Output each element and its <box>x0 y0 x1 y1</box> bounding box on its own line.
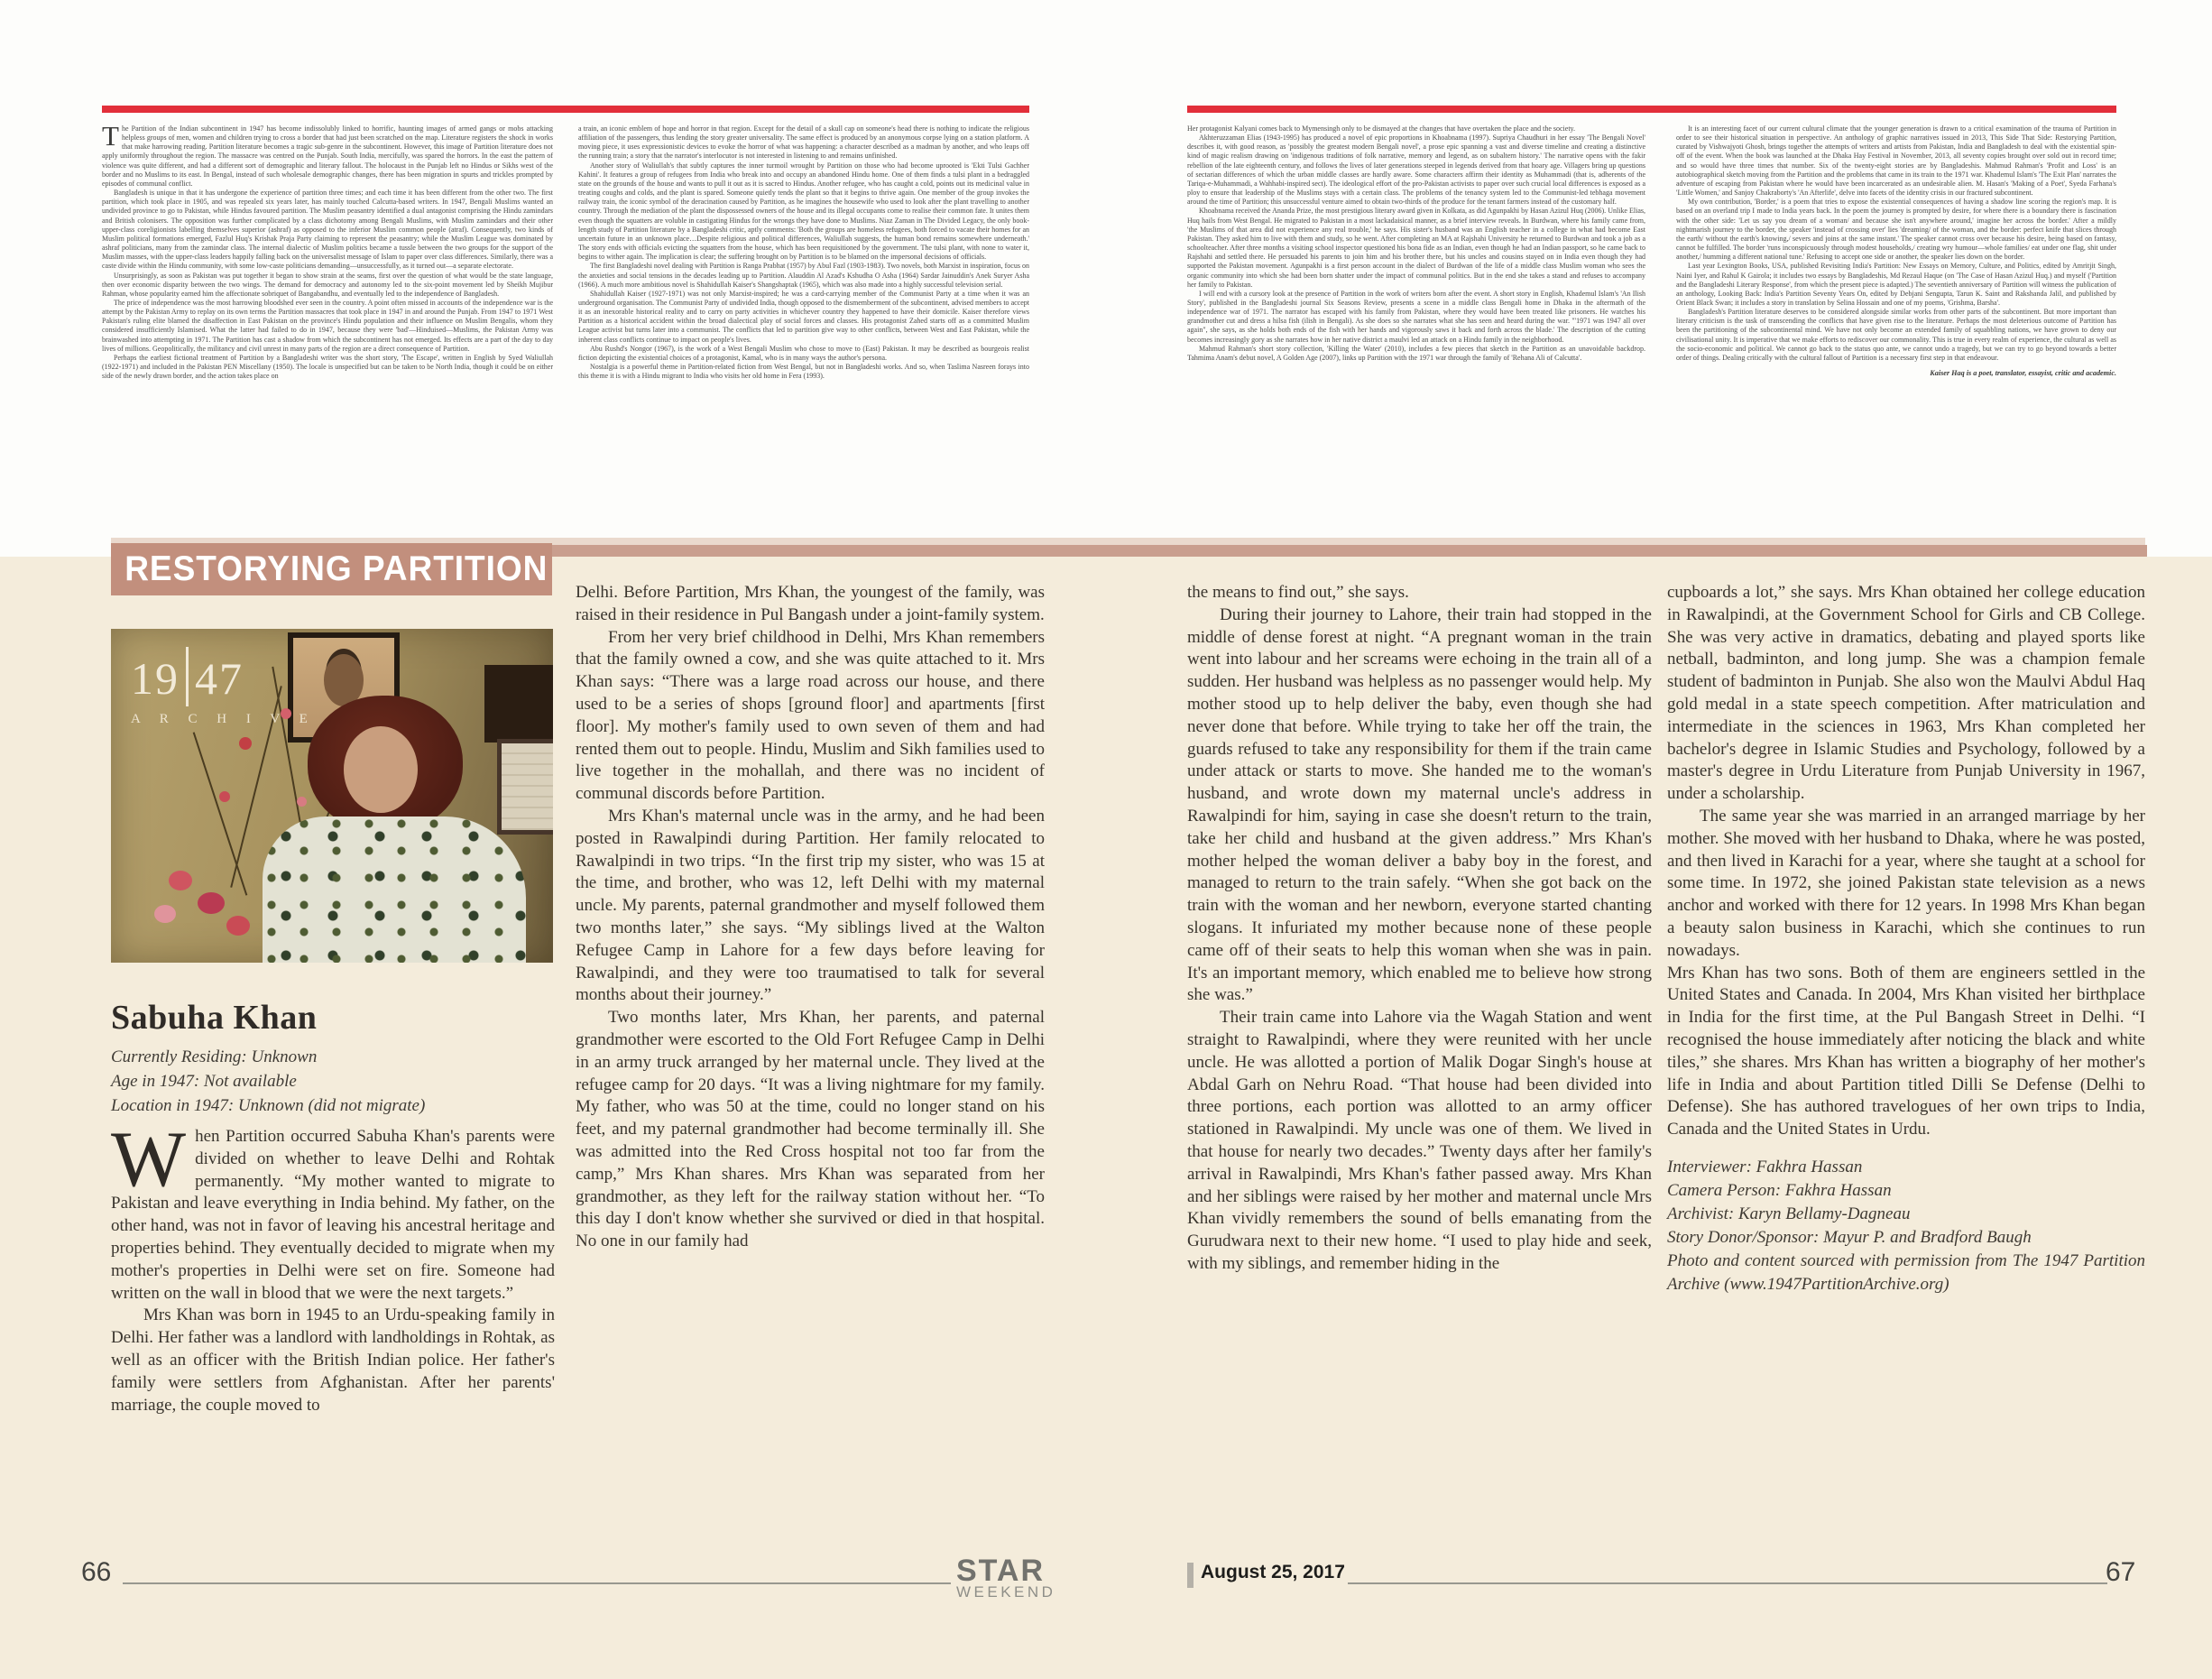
feature-column-1 <box>111 1116 555 1416</box>
essay-column-b <box>578 125 1029 381</box>
feature-column-4 <box>1667 582 2145 1296</box>
page-number-left: 66 <box>81 1557 112 1587</box>
paragraph: I will end with a cursory look at the presence of Partition in the work of writers born after the event. A short story in English, Khademul Islam's 'An Ilish Story', published in the Bangladeshi journal Six Seasons Review, presents a scene in a middle class Bengali home in Dhaka in the aftermath of the independence war of 1971. The narrator has escaped with his family from Pakistan, where they would have been treated like prisoners. He watches his grandmother cut and dress a hilsa fish (ilish in Bengali). As she does so she narrates what she has seen and heard during the war. '"1971 was 1947 all over again", she says, as she holds both ends of the fish with her hands and vigorously saws it back and forth across the blade.' The description of the cutting becomes increasingly gory as she narrates how in her native district a maulvi led an attack on a Hindu family in the neighborhood. <box>1187 289 1645 344</box>
stamp-archive-label: A R C H I V E <box>131 712 316 726</box>
issue-date: August 25, 2017 <box>1201 1562 1345 1582</box>
paragraph: Another story of Waliullah's that subtly captures the inner turmoil wrought by Partition on those who had become uprooted is 'Ekti Tulsi Gachher Kahini'. It features a group of refugees from India who break into and occupy an abandoned Hindu home. One of them finds a tulsi plant in a bedraggled state on the grounds of the house and wants to pull it out as it is sacred to Hindus. Another refugee, who has caught a cold, points out its medicinal value in treating coughs and colds, and the plant is spared. Someone quietly tends the plant so that it begins to thrive again. One member of the group invokes the railway train, the iconic symbol of the deracination caused by Partition, as he imagines the housewife who used to look after the plant travelling to another country. Through the mediation of the plant the dispossessed owners of the house and its illegal occupants come to realise their common fate. It unites them even though the squatters are voluble in castigating Hindus for the wrongs they have done to Muslims. Niaz Zaman in The Divided Legacy, the only book-length study of Partition literature by a Bangladeshi critic, aptly comments: 'Both the groups are homeless refugees, both forced to vacate their homes for an uncertain future in an unknown place…Despite religious and political differences, Waliullah suggests, the human bond remains somewhere underneath.' The story ends with officials evicting the squatters from the house, which has been requisitioned by the government. The tulsi plant, with none to water it, begins to wither again. The implication is clear; the suffering brought on by Partition is to be blamed on the impersonal decisions of officials. <box>578 161 1029 262</box>
paragraph: When Partition occurred Sabuha Khan's parents were divided on whether to leave Delhi and Rohtak permanently. “My mother wanted to migrate to Pakistan and leave everything in India behind. My father, on the other hand, was not in favor of leaving his ancestral heritage and properties behind. They eventually decided to migrate when my mother's properties in Delhi were set on fire. Someone had written on the wall in blood that we were the next targets.” <box>111 1116 555 1303</box>
date-tick-decor <box>1187 1563 1194 1588</box>
feature-column-4-text <box>1667 582 2145 1141</box>
paragraph: My own contribution, 'Border,' is a poem that tries to expose the existential consequences of having a shadow line scoring the region's map. It is based on an overland trip I made to India years back. In the poem the journey is prompted by desire, for where there is a boundary there is fascination with the other side: 'Let us say you dream of a woman/ and because she isn't anywhere around,' imagine her across the border.' After a mildly nightmarish journey to the border, the speaker 'instead of crossing over' lies 'dreaming/ of the woman, and the border: perfect knife that slices through the earth/ without the earth's knowing,/ severs and joins at the same instant.' The speaker cannot cross over because his desire, being based on fantasy, cannot be fulfilled. The border 'runs inconspicuously through modest households,/ creating wry humour—whole families/ eat under one flag, shit under another,/ humming a different national tune.' Refusing to accept one side or another, the speaker lies down on the border. <box>1676 198 2116 262</box>
paragraph: It is an interesting facet of our current cultural climate that the younger generation is drawn to a critical examination of the trauma of Partition in order to see their historical situation in perspective. An anthology of graphic narratives issued in 2013, This Side That Side: Restorying Partition, curated by Vishwajyoti Ghosh, brings together the attempts of writers and artists from Pakistan, India and Bangladesh to deal with the existential spin-off of the event. When the book was launched at the Dhaka Hay Festival in November, 2013, all seventy copies brought over sold out in record time; and so would have three times that number. Six of the twenty-eight stories are by Bangladeshis. Mahmud Rahman's 'Profit and Loss' is an autobiographical sketch moving from the Partition and the problems that came in its train to the 1971 war. Khademul Islam's 'The Exit Plan' narrates the adventure of escaping from Pakistan where he would have been incarcerated as an undesirable alien. M. Hasan's 'Making of a Poet', Syeda Farhana's 'Little Women,' and Sanjoy Chakraborty's 'An Afterlife', delve into facets of the identity crisis in our fractured subcontinent. <box>1676 125 2116 198</box>
paragraph: The first Bangladeshi novel dealing with Partition is Ranga Prabhat (1957) by Abul Fazl (1903-1983). Two novels, both Marxist in inspiration, focus on the anxieties and social tensions in the decades leading up to Partition. Alauddin Al Azad's Kshudha O Asha (1964) Sardar Jainuddin's Anek Suryer Asha (1966). A much more ambitious novel is Shahidullah Kaiser's Shangshaptak (1965), which was also made into a highly successful television serial. <box>578 262 1029 289</box>
feature-column-2 <box>576 582 1045 1253</box>
photo-sabuha-khan <box>111 629 553 963</box>
profile-age: Age in 1947: Not available <box>111 1072 297 1091</box>
section-banner-title: RESTORYING PARTITION <box>124 549 548 588</box>
woman-floral-dress-shape <box>263 816 526 963</box>
section-banner <box>111 543 552 595</box>
woman-face-shape <box>344 726 418 813</box>
profile-location: Location in 1947: Unknown (did not migrate) <box>111 1096 426 1115</box>
essay-column-d-text <box>1676 125 2116 363</box>
paragraph: cupboards a lot,” she says. Mrs Khan obtained her college education in Rawalpindi, at the Government School for Girls and CB College. She was very active in dramatics, debating and played sports like netball, badminton, and long jump. She was a champion female student of badminton in Punjab. She also won the Maulvi Abdul Haq gold medal in a state speech competition. After matriculation and intermediate in the sciences in 1963, Mrs Khan completed her bachelor's degree in Islamic Studies and Psychology, followed by a master's degree in Urdu Literature from Punjab University in 1967, under a scholarship. <box>1667 583 2145 804</box>
paragraph: Two months later, Mrs Khan, her parents, and paternal grandmother were escorted to the Old Fort Refugee Camp in Delhi in an army truck arranged by her maternal uncle. They lived at the refugee camp for 20 days. “It was a living nightmare for my family. My father, who was 50 at the time, could no longer stand on his feet, and my paternal grandmother had become terminally ill. She was admitted into the Red Cross hospital not too far from the camp,” Mrs Khan shares. Mrs Khan was separated from her grandmother, as they left for the railway station without her. “To this day I don't know whether she survived or died in that hospital. No one in our family had <box>576 1008 1045 1251</box>
paragraph: Her protagonist Kalyani comes back to Mymensingh only to be dismayed at the changes that have overtaken the place and the society. <box>1187 125 1576 133</box>
page-number-right: 67 <box>2106 1557 2136 1587</box>
paragraph: The same year she was married in an arranged marriage by her mother. She moved with her husband to Dhaka, where he was posted, and then lived in Karachi for a year, where she taught at a school for some time. In 1972, she joined Pakistan state television as a news anchor and worked with there for 12 years. In 1998 Mrs Khan began a beauty salon business in Karachi, which she continues to run nowadays. <box>1667 806 2145 960</box>
stamp-year-right: 47 <box>195 653 244 704</box>
profile-bio-block <box>111 998 555 1118</box>
paragraph: Akhteruzzaman Elias (1943-1995) has produced a novel of epic proportions in Khoabnama (1997). Supriya Chaudhuri in her essay 'The Bengali Novel' describes it, with good reason, as 'possibly the greatest modern Bengali novel', a prose epic spanning a vast and diverse timeline and creating a distinctive kind of magic realism drawing on 'indigenous traditions of folk narrative, memory and legend, as on subaltern history.' The narrative opens with the fakir rebellion of the late eighteenth century, and follows the lives of later generations steeped in legends derived from that hoary age. Villagers bring up questions of sectarian differences of which the urban middle classes are hardly aware. Some characters affirm their identity as Muhammadi (that is, adherents of the Tariqa-e-Muhammadi, a Wahhabi-inspired sect). The ideological effort of the pro-Pakistan activists to paper over such crucial local differences is exposed as a ploy to ensure that leadership of the Muslims stays with a certain class. The problems of the tenancy system led to the Communist-led tebhaga movement around the time of Partition; this unsuccessful venture aimed to obtain two-thirds of the produce for the tenant farmers instead of the customary half. <box>1187 134 1645 207</box>
paragraph: Bangladesh's Partition literature deserves to be considered alongside similar works from other parts of the subcontinent. But more important than literary criticism is the task of transcending the conflicts that have given rise to the literature. Perhaps the most deleterious outcome of Partition has been the partitioning of the subcontinental mind. We have not only become an extended family of squabbling nations, we have grown to deny our civilisational unity. It is imperative that we make efforts to rediscover our commonality. This is true in every realm of experience, the cultural as well as the socio-economic and political. We cannot go back to the status quo ante, we cannot undo a tragedy, but we can try to go beyond towards a better order of things. Dealing critically with the cultural fallout of Partition is a necessary first step in that endeavour. <box>1676 308 2116 362</box>
red-rule-left-page <box>102 106 1029 113</box>
paragraph: Mrs Khan's maternal uncle was in the army, and he had been posted in Rawalpindi during Partition. Her family relocated to Rawalpindi in two trips. “In the first trip my sister, who was 15 at the time, and brother, who was 12, left Delhi with my maternal uncle. My parents, paternal grandmother and myself followed them two months later,” she says. “My siblings lived at the Walton Refugee Camp in Lahore for a few days before leaving for Rawalpindi, and they were too traumatised to talk for several months about their journey.” <box>576 806 1045 1005</box>
essay-column-d <box>1676 125 2116 378</box>
framed-certificate <box>497 739 553 835</box>
paragraph: Bangladesh is unique in that it has undergone the experience of partition three times; and each time it has been different from the other two. The first partition, which took place in 1905, and was repealed six years later, has mainly touched Calcutta-based writers. In 1947, Bengali Muslims wanted an undivided province to go to Pakistan, while Hindus favoured partition. The Muslim peasantry identified a dual antagonist comprising the Hindu zamindars and British colonisers. The opposition was further complicated by a class dichotomy among Bengali Muslims, with Muslim zamindars and their other upper-class coreligionists labelling themselves superior (ashraf) as opposed to the inferior Muslim common people (atraf). Consequently, two kinds of Muslim political formations emerged, Fazlul Huq's Krishak Praja Party claiming to represent the peasantry; while the Muslim League was dominated by ashraf politicians, many from the zamindar class. The internal dialectic of Muslim politics became a tussle between the two groups for the support of the Muslim masses, with the upper-class leaders happily falling back on the universalist message of Islam to paper over class differences. Similarly, there was a caste divide within the Hindu community, with some low-caste politicians demanding—unsuccessfully, as it turned out—a separate electorate. <box>102 189 553 271</box>
paragraph: Story Donor/Sponsor: Mayur P. and Bradford Baugh <box>1667 1227 2032 1247</box>
paragraph: Mahmud Rahman's short story collection, 'Killing the Water' (2010), includes a few pieces that sketch in the Partition as an unavoidable backdrop. Tahmima Anam's debut novel, A Golden Age (2007), links up Partition with the 1971 war through the family of 'Rehana Ali of Calcutta'. <box>1187 344 1645 362</box>
paragraph: Abu Rushd's Nongor (1967), is the work of a West Bengali Muslim who chose to move to (East) Pakistan. It may be described as bourgeois realist fiction depicting the existential choices of a protagonist, Kamal, who is in many ways the author's persona. <box>578 344 1029 362</box>
red-rule-right-page <box>1187 106 2116 113</box>
paragraph: Archivist: Karyn Bellamy-Dagneau <box>1667 1204 1911 1223</box>
paragraph: Mrs Khan was born in 1945 to an Urdu-speaking family in Delhi. Her father was a landlord with landholdings in Rohtak, as well as an officer with the British Indian police. Her father's family were settlers from Afghanistan. After her parents' marriage, the couple moved to <box>111 1305 555 1415</box>
footer-rule-left <box>123 1582 951 1584</box>
paragraph: Interviewer: Fakhra Hassan <box>1667 1157 1863 1176</box>
profile-name: Sabuha Khan <box>111 999 318 1037</box>
paragraph: During their journey to Lahore, their train had stopped in the middle of dense forest at night. “A pregnant woman in the train went into labour and her screams were echoing in the train all of a sudden. Her husband was helpless as no passenger would help. My mother stood up to help deliver the baby, even though she had never done that before. While trying to take her off the train, the guards refused to take any responsibility for them if the train came under attack or starts to move. She handed me to the woman's husband, and wrote down my maternal uncle's address in Rawalpindi for him, saying in case she doesn't return to the train, take her child and husband at the given address.” Mrs Khan's mother helped the woman deliver a baby boy in the forest, and managed to return to the train safely. “When she got back on the train with the woman and her newborn, everyone started chanting slogans. It infuriated my mother because none of these people came off of their seats to help this woman when she was in pain. It's an important memory, which enabled me to believe how strong she was.” <box>1187 604 1652 1005</box>
paragraph: Their train came into Lahore via the Wagah Station and went straight to Rawalpindi, where they were reunited with her uncle uncle. He was allotted a portion of Malik Dogar Singh's house at Abdal Garh on Nehru Road. “That house had been divided into three portions, each portion was allotted to an army officer stationed in Rawalpindi. My uncle was one of them. We lived in that house for nearly two decades.” Twenty days after her family's arrival in Rawalpindi, Mrs Khan's father passed away. Mrs Khan and her siblings were raised by her mother and maternal uncle Mrs Khan vividly remembers the sound of bells emanating from the Gurudwara next to their new home. “I used to play hide and seek, with my siblings, and remember hiding in the <box>1187 1008 1652 1273</box>
archive-1947-stamp <box>131 647 316 727</box>
paragraph: The price of independence was the most harrowing bloodshed ever seen in the country. A point often missed in accounts of the independence war is the attempt by the Pakistan Army to replay on its own terms the Partition massacres that took place in 1947 in and around the Punjab. From 1947 to 1971 West Pakistan's ruling elite blamed the disaffection in East Pakistan on the province's Hindu population and their influence on Muslim Bengalis, whom they considered insufficiently Islamised. What the latter had failed to do in 1947, because they were 'bad'—Hinduised—Muslims, the Pakistan Army was brainwashed into attempting in 1971. The Partition has cast a shadow from which the subcontinent has not emerged. Its effects are a part of the day to day lives of millions. Geopolitically, the militancy and civil unrest in many parts of the region are a direct consequence of Partition. <box>102 298 553 353</box>
paragraph: a train, an iconic emblem of hope and horror in that region. Except for the detail of a skull cap on someone's head there is nothing to indicate the religious affiliation of the passengers, thus lending the story greater universality. The same effect is produced by an anonymous corpse lying on a station platform. A moving piece, it uses expressionistic devices to evoke the horror of what was happening: a character described as a madman by another, and who leaps off the running train; a story that the narrator's interlocutor is not interested in listening to and remains unfinished. <box>578 125 1029 161</box>
paragraph: Perhaps the earliest fictional treatment of Partition by a Bangladeshi writer was the short story, 'The Escape', written in English by Syed Waliullah (1922-1971) and included in the Pakistan PEN Miscellany (1950). The locale is unspecified but can be taken to be North India, though it could be on either side of the newly drawn border, and the action takes place on <box>102 353 553 381</box>
photo-dark-furniture <box>484 665 553 743</box>
paragraph: Unsurprisingly, as soon as Pakistan was put together it began to show strain at the seams, first over the question of what would be the state language, then over economic disparity between the two wings. The demand for democracy and autonomy led to the six-point movement led by Sheikh Mujibur Rahman, whose popularity earned him the affectionate sobriquet of Bangabandhu, and eventually led to the independence of Bangladesh. <box>102 271 553 298</box>
paragraph: the means to find out,” she says. <box>1187 583 1409 602</box>
paragraph: Camera Person: Fakhra Hassan <box>1667 1180 1892 1200</box>
paragraph: Last year Lexington Books, USA, published Revisiting India's Partition: New Essays on Memory, Culture, and Politics, edited by Amritjit Singh, Naini Iyer, and Rahul K Gairola; it includes two essays by Bangladeshis, Md Rezaul Haque (on 'The Case of Hasan Azizul Huq.) and myself ('Partition and the Bangladeshi Literary Response', from which the present piece is adapted.) The seventieth anniversary of Partition will witness the publication of an anthology, Looking Back: India's Partition Seventy Years On, edited by Debjani Sengupta, Tarun K. Saint and Rakshanda Jalil, and published by Orient Black Swan; it includes a story in translation by Selina Hossain and one of my poems, 'Grishma, Barsha'. <box>1676 262 2116 307</box>
footer-rule-right <box>1348 1582 2107 1584</box>
star-weekend-logo <box>956 1554 1056 1601</box>
essay-column-a <box>102 120 553 381</box>
paragraph: Khoabnama received the Ananda Prize, the most prestigious literary award given in Kolkata, as did Agunpakhi by Hasan Azizul Huq (2006). Unlike Elias, Huq hails from West Bengal. He migrated to Pakistan in a most lackadaisical manner, as a brief interview reveals. In Burdwan, where his family came from, 'the Muslims of that area did not experience any real trouble,' he says. His sister's husband was an English teacher in a college in what had become East Pakistan. They asked him to live with them and study, so he went. After completing an MA at Rajshahi University he returned to Burdwan and took a job as a schoolteacher. After three months a visiting school inspector questioned his bona fide as an Indian, even though he had an Indian passport, so he came back to Rajshahi and settled there. He persuaded his parents to join him and his brother there, but his uncles and cousins stayed on in India even though they had supported the Pakistan movement. Agunpakhi is a first person account in the dialect of Burdwan of the life of a middle class Muslim woman who sees the organic community into which she had been born shatter under the impact of communal politics. But in the end she takes a stand and refuses to accompany her family to Pakistan. <box>1187 207 1645 289</box>
rose-strip-decor <box>541 545 2147 557</box>
essay-author-byline: Kaiser Haq is a poet, translator, essayist, critic and academic. <box>1930 369 2116 378</box>
paragraph: Nostalgia is a powerful theme in Partition-related fiction from West Bengal, but not in Bangladeshi works. And so, when Taslima Nasreen forays into this theme it is with a Hindu migrant to India who visits her old home in Fera (1993). <box>578 363 1029 381</box>
feature-column-3 <box>1187 582 1652 1276</box>
essay-column-c <box>1187 125 1645 363</box>
paragraph: Delhi. Before Partition, Mrs Khan, the youngest of the family, was raised in their residence in Pul Bangash under a joint-family system. <box>576 583 1045 624</box>
paragraph: Shahidullah Kaiser (1927-1971) was not only Marxist-inspired; he was a card-carrying member of the Communist Party at a time when it was an underground organisation. The Communist Party of undivided India, though opposed to the dismemberment of the subcontinent, advised members to accept it as an inexorable historical reality and to carry on party activities in whichever country they happened to have their domicile. Kaiser therefore views Partition as a historical accident within the broad dialectical play of social forces and classes. His protagonist Zahed starts off as a committed Muslim League activist but turns later into a communist. The conflicts that led to partition give way to other conflicts, between West and East Pakistan, while the inherent class conflicts continue to impact on people's lives. <box>578 289 1029 344</box>
paragraph: Mrs Khan has two sons. Both of them are engineers settled in the United States and Canada. In 2004, Mrs Khan visited her birthplace in India for the first time, at the Pul Bangash Street in Delhi. “I recognised the house immediately after noticing the black and white tiles,” she shares. Mrs Khan has written a biography of her mother's life in India and about Partition titled Dilli Se Defense (Delhi to Defense). She has authored travelogues of her own trips to India, Canada and the United States in Urdu. <box>1667 963 2145 1139</box>
profile-residing: Currently Residing: Unknown <box>111 1047 318 1066</box>
logo-star-text: STAR <box>956 1554 1046 1588</box>
story-credits-block <box>1667 1156 2145 1296</box>
stamp-divider-bar <box>186 647 189 706</box>
stamp-year-left: 19 <box>131 653 180 704</box>
paragraph: The Partition of the Indian subcontinent in 1947 has become indissolubly linked to horrific, haunting images of armed gangs or mobs attacking helpless groups of men, women and children trying to cross a border that had just been scratched on the map. Literature registers the shock in works that make harrowing reading. Partition literature becomes a tragic sub-genre in the subcontinent. However, this image of Partition literature does not apply uniformly throughout the region. The massacre was centred on the Punjab. South India, mercifully, was spared the horrors. In the east the pattern of violence was quite different, and had a different sort of demographic and literary fallout. The holocaust in the Punjab left no Hindus or Sikhs west of the border and no Muslims to its east. In Bengal, instead of such wholesale demographic changes, there has been migration in spurts and trickles prompted by episodes of communal conflict. <box>102 120 553 188</box>
paragraph: From her very brief childhood in Delhi, Mrs Khan remembers that the family owned a cow, and she was quite attached to it. Mrs Khan says: “There was a large road across our house, and there used to be a series of shops [ground floor] and apartments [first floor]. My mother's family used to own seven of them and had rented them out to people. Hindu, Muslim and Sikh families used to live together in the mohallah, and there was no incident of communal discords before Partition. <box>576 627 1045 804</box>
logo-weekend-text: WEEKEND <box>956 1583 1056 1601</box>
paragraph: Photo and content sourced with permission from The 1947 Partition Archive (www.1947PartitionArchive.org) <box>1667 1250 2145 1294</box>
